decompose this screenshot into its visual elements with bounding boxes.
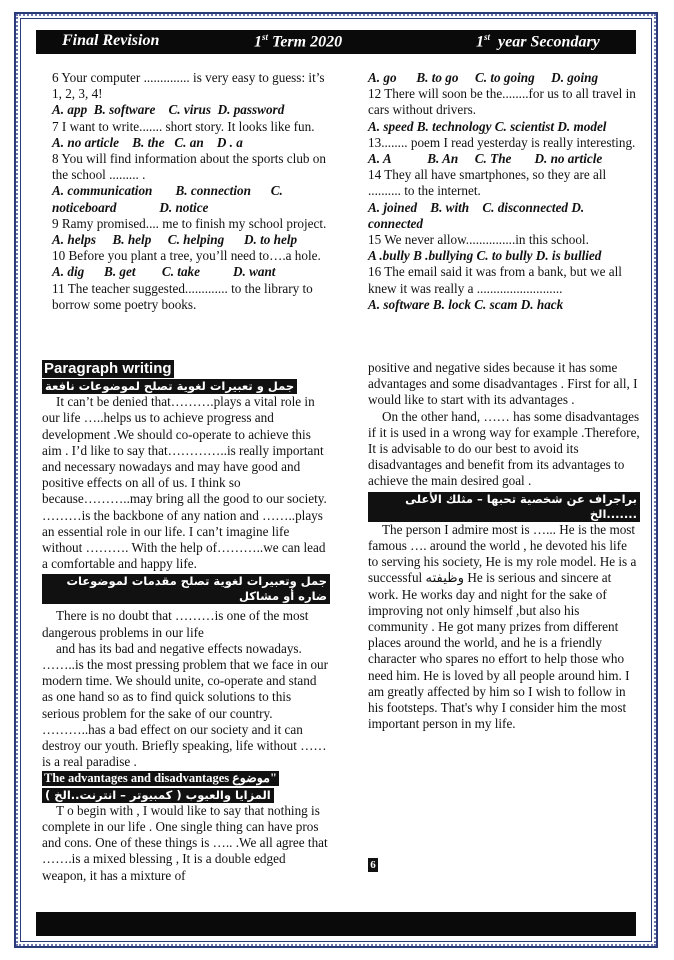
question-14: 14 They all have smartphones, so they are all .......... to the internet.: [368, 167, 607, 199]
left-paragraphs: [42, 360, 330, 884]
question-13: 13........ poem I read yesterday is really interesting.: [368, 134, 636, 150]
answer-6: A. app B. software C. virus D. password: [52, 102, 285, 118]
arabic-heading-problems: جمل وتعبيرات لغوية تصلح مقدمات لموضوعات ضاره أو مشاكل: [42, 574, 330, 604]
question-12: 12 There will soon be the........for us to all travel in cars without drivers.: [368, 86, 636, 118]
footer-bar: [36, 912, 636, 936]
arabic-heading-role-model: براجراف عن شخصية تحبها – مثلك الأعلى .......الخ: [368, 492, 640, 522]
question-8: 8 You will find information about the sports club on the school ......... .: [52, 151, 326, 183]
answer-14: A. joined B. with C. disconnected D. connected: [368, 199, 588, 231]
paragraph-problems-intro: There is no doubt that ………is one of the most dangerous problems in our life: [42, 608, 309, 640]
answer-9: A. helps B. help C. helping D. to help: [52, 232, 298, 248]
answer-10: A. dig B. get C. take D. want: [52, 264, 276, 280]
question-7: 7 I want to write....... short story. It looks like fun.: [52, 118, 315, 134]
arabic-heading-advantages: المزايا والعيوب ( كمبيوتر – انترنت..الخ ): [42, 788, 274, 803]
header-term: 1st Term 2020: [254, 32, 343, 51]
paragraph-role-model: The person I admire most is …... He is the most famous …. around the world , he devoted his life to serving his society, He is my role model. He is a successful وظيفته He is serious and sincere at work. He works day and night for the sake of improving not only himself ,but also his community . He got many prizes from different places around the world, and he is a friendly character who spares no effort to help those who need him. He is loved by all people around him. I am greatly affected by him so I wish to follow in his footsteps. That's why I consider him the most important person in my life.: [368, 521, 637, 732]
paragraph-useful-topics: It can’t be denied that……….plays a vital role in our life …..helps us to achieve progress and development .We should co-operate to achieve this aim . I’d like to say that…………..is really important and necessary nowadays and may have good and positive effects on all of us. I think so because………..may bring all the good to our society. ………is the backbone of any nation and ……..plays an essential role in our life. I can’t imagine life without ………. With the help of………..we can lead a comfortable and happy life.: [42, 394, 327, 572]
answer-8: A. communication B. connection C. noticeboard D. notice: [52, 183, 287, 215]
right-paragraphs: [368, 360, 640, 732]
question-16: 16 The email said it was from a bank, but we all knew it was really a ..........................: [368, 264, 622, 296]
header-bar: [36, 30, 636, 54]
answer-11: A. go B. to go C. to going D. going: [368, 70, 599, 85]
header-year: 1st year Secondary: [476, 32, 600, 51]
paragraph-problems-body: and has its bad and negative effects nowadays. ……..is the most pressing problem that we face in our modern time. We should unite, co-operate and stand as one hand so as to find quick solutions to this serious problem for the sake of our country. ………..has a bad effect on our society and it can destroy our youth. Briefly speaking, life without …… is a real paradise .: [42, 640, 329, 770]
header-title-left: Final Revision: [62, 32, 160, 49]
answer-13: A. A B. An C. The D. no article: [368, 151, 603, 167]
left-questions: [52, 70, 330, 313]
question-11: 11 The teacher suggested............. to the library to borrow some poetry books.: [52, 280, 313, 312]
answer-7: A. no article B. the C. an D . a: [52, 134, 243, 150]
question-9: 9 Ramy promised.... me to finish my school project.: [52, 215, 327, 231]
question-10: 10 Before you plant a tree, you’ll need to….a hole.: [52, 248, 321, 264]
answer-16: A. software B. lock C. scam D. hack: [368, 296, 564, 312]
answer-12: A. speed B. technology C. scientist D. model: [368, 118, 607, 134]
question-15: 15 We never allow...............in this school.: [368, 232, 589, 248]
paragraph-advantages-continued: positive and negative sides because it has some advantages and some disadvantages . First for all, I would like to start with its advantages .: [368, 360, 638, 408]
paragraph-writing-title: Paragraph writing: [44, 360, 172, 377]
right-questions: [368, 70, 640, 313]
advantages-heading: The advantages and disadvantages موضوع": [44, 771, 277, 786]
answer-15: A .bully B .bullying C. to bully D. is bullied: [368, 248, 602, 264]
page-number: 6: [368, 858, 378, 872]
paragraph-advantages-start: T o begin with , I would like to say that nothing is complete in our life . One single thing can have pros and cons. One of these things is ….. .We all agree that …….is a mixed blessing , It is a double edged weapon, it has a mixture of: [42, 802, 328, 883]
paragraph-disadvantages: On the other hand, …… has some disadvantages if it is used in a wrong way for example .Therefore, It is advisable to do our best to avoid its disadvantages and benefit from its advantages to achieve the main desired goal .: [368, 408, 640, 489]
arabic-heading-useful: جمل و تعبيرات لغوية تصلح لموضوعات نافعة: [42, 379, 297, 394]
question-6: 6 Your computer .............. is very easy to guess: it’s 1, 2, 3, 4!: [52, 70, 325, 102]
